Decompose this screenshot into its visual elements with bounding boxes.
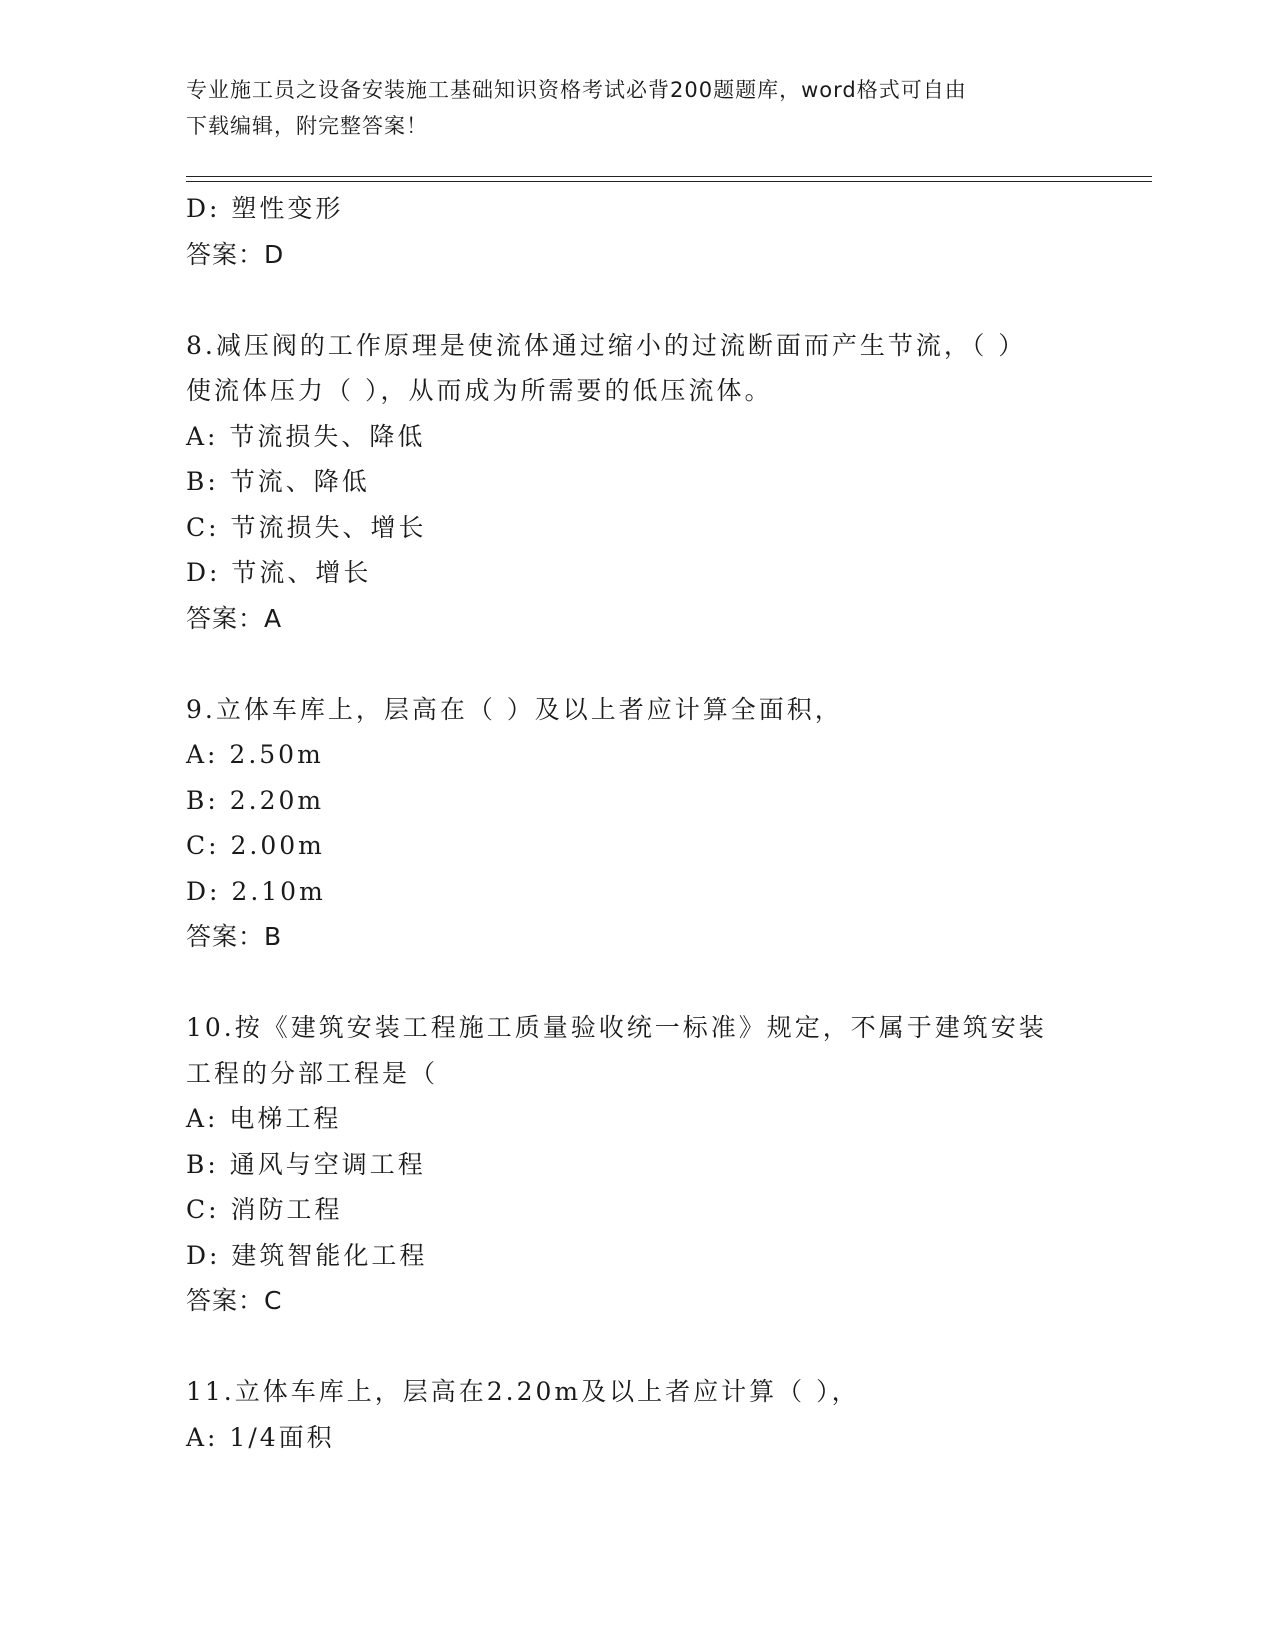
question-10-stem-line-1: 10.按《建筑安装工程施工质量验收统一标准》规定，不属于建筑安装 [186, 1013, 1047, 1042]
spacer [186, 277, 1146, 323]
question-9 [186, 687, 1146, 960]
question-7-answer: 答案：D [186, 239, 285, 269]
question-10-stem-line-2: 工程的分部工程是（ [186, 1058, 439, 1088]
spacer [186, 1324, 1146, 1370]
spacer [186, 960, 1146, 1006]
question-10-option-b: B: 通风与空调工程 [186, 1149, 426, 1179]
question-7-option-d: D: 塑性变形 [186, 194, 344, 223]
question-9-option-b: B: 2.20m [186, 785, 325, 815]
question-11 [186, 1369, 1146, 1460]
question-7 [186, 186, 1146, 277]
question-8-stem-line-1: 8.减压阀的工作原理是使流体通过缩小的过流断面而产生节流，（ ） [186, 330, 1027, 360]
header-divider-bottom [186, 181, 1152, 182]
question-8-option-b: B: 节流、降低 [186, 467, 370, 496]
question-11-option-a: A: 1/4面积 [186, 1422, 335, 1452]
question-10-option-a: A: 电梯工程 [186, 1104, 342, 1133]
question-8-option-d: D: 节流、增长 [186, 558, 372, 587]
question-9-stem-line-1: 9.立体车库上，层高在（ ）及以上者应计算全面积， [186, 694, 843, 724]
question-8-stem-line-2: 使流体压力（ ），从而成为所需要的低压流体。 [186, 376, 773, 405]
question-11-stem-line-1: 11.立体车库上，层高在2.20m及以上者应计算（ ）， [186, 1377, 860, 1406]
question-8-option-c: C: 节流损失、增长 [186, 512, 427, 542]
question-10-option-c: C: 消防工程 [186, 1195, 343, 1224]
header-title-line-2: 下载编辑，附完整答案！ [186, 114, 428, 138]
question-9-option-a: A: 2.50m [186, 740, 324, 769]
question-8-option-a: A: 节流损失、降低 [186, 421, 426, 451]
question-8-answer: 答案：A [186, 603, 283, 633]
question-list [186, 186, 1146, 1460]
question-8 [186, 323, 1146, 642]
question-10 [186, 1005, 1146, 1324]
question-9-option-c: C: 2.00m [186, 831, 325, 860]
question-10-option-d: D: 建筑智能化工程 [186, 1240, 428, 1270]
spacer [186, 641, 1146, 687]
question-9-option-d: D: 2.10m [186, 876, 326, 906]
question-10-answer: 答案：C [186, 1286, 283, 1315]
question-9-answer: 答案：B [186, 922, 283, 951]
page-header [186, 72, 1076, 144]
header-divider-top [186, 176, 1152, 177]
header-title-line-1: 专业施工员之设备安装施工基础知识资格考试必背200题题库，word格式可自由 [186, 78, 967, 102]
